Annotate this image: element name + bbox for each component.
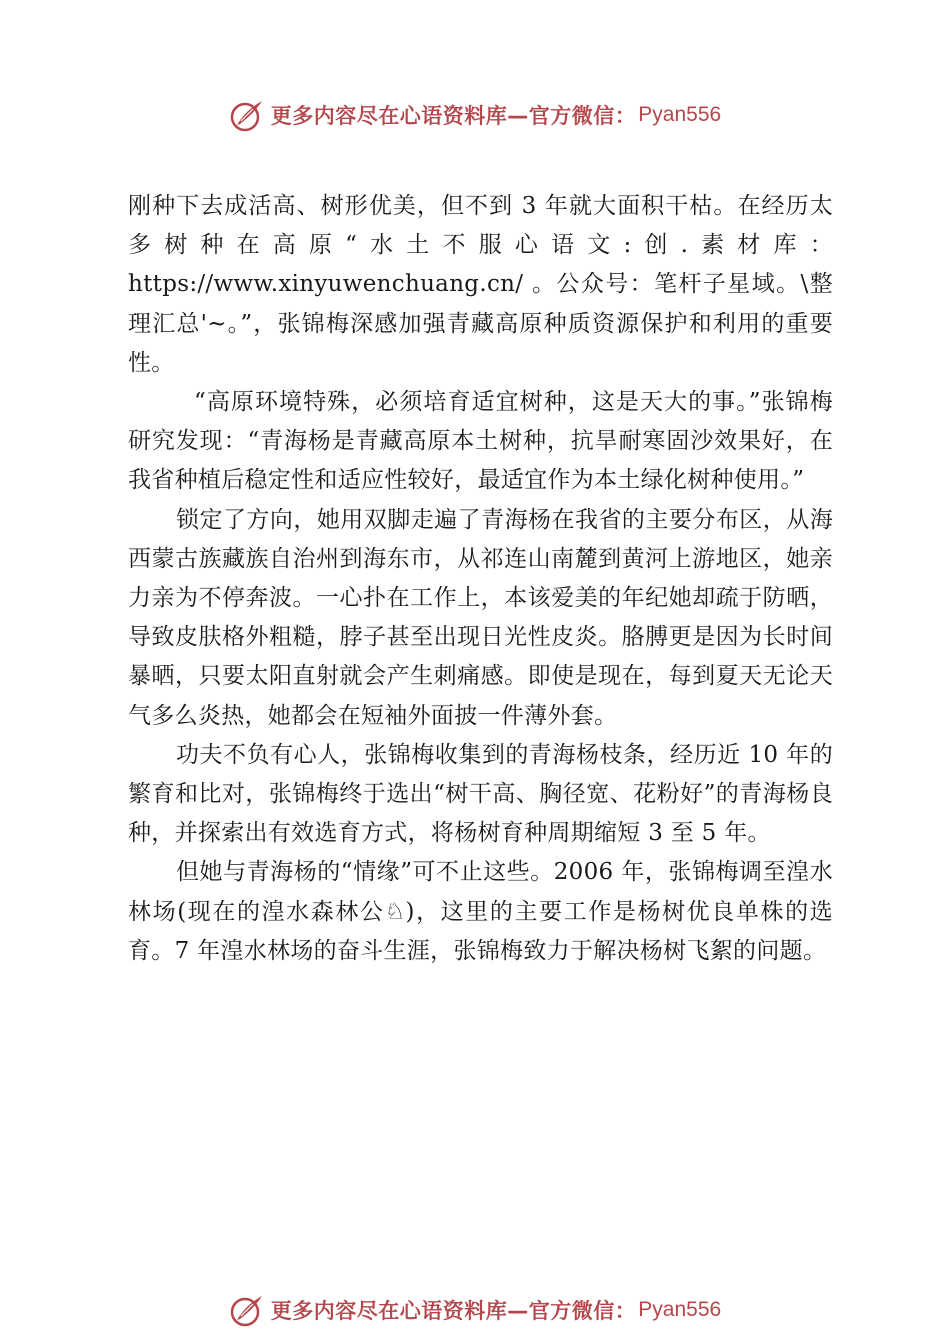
header-banner-text: 更多内容尽在心语资料库—官方微信： [270,104,637,128]
header-wechat-id: Pyan556 [638,103,722,126]
article-body [128,187,833,971]
footer-wechat-id: Pyan556 [638,1298,722,1321]
paragraph-1: 刚种下去成活高、树形优美，但不到 3 年就大面积干枯。在经历太多树种在高原“水土不服心语文:创.素材库：https://www.xinyuwenchuang.cn/ 。公众号：笔杆子星域。\整理汇总'~。”，张锦梅深感加强青藏高原种质资源保护和利用的重要性。 [128,193,833,376]
header-banner [0,95,950,135]
quill-logo-icon [229,97,265,133]
footer-banner-text: 更多内容尽在心语资料库—官方微信： [270,1299,637,1323]
footer-banner [0,1290,950,1330]
paragraph-5: 但她与青海杨的“情缘”可不止这些。2006 年，张锦梅调至湟水林场(现在的湟水森林公♘)，这里的主要工作是杨树优良单株的选育。7 年湟水林场的奋斗生涯，张锦梅致力于解决杨树飞絮的问题。 [128,859,833,964]
paragraph-3: 锁定了方向，她用双脚走遍了青海杨在我省的主要分布区，从海西蒙古族藏族自治州到海东市，从祁连山南麓到黄河上游地区，她亲力亲为不停奔波。一心扑在工作上，本该爱美的年纪她却疏于防晒，导致皮肤格外粗糙，脖子甚至出现日光性皮炎。胳膊更是因为长时间暴晒，只要太阳直射就会产生刺痛感。即使是现在，每到夏天无论天气多么炎热，她都会在短袖外面披一件薄外套。 [128,506,833,729]
quill-logo-icon [229,1292,265,1328]
paragraph-4: 功夫不负有心人，张锦梅收集到的青海杨枝条，经历近 10 年的繁育和比对，张锦梅终于选出“树干高、胸径宽、花粉好”的青海杨良种，并探索出有效选育方式，将杨树育种周期缩短 3 至 5 年。 [128,741,833,847]
paragraph-2: “高原环境特殊，必须培育适宜树种，这是天大的事。”张锦梅研究发现：“青海杨是青藏高原本土树种，抗旱耐寒固沙效果好，在我省种植后稳定性和适应性较好，最适宜作为本土绿化树种使用。” [128,389,833,494]
